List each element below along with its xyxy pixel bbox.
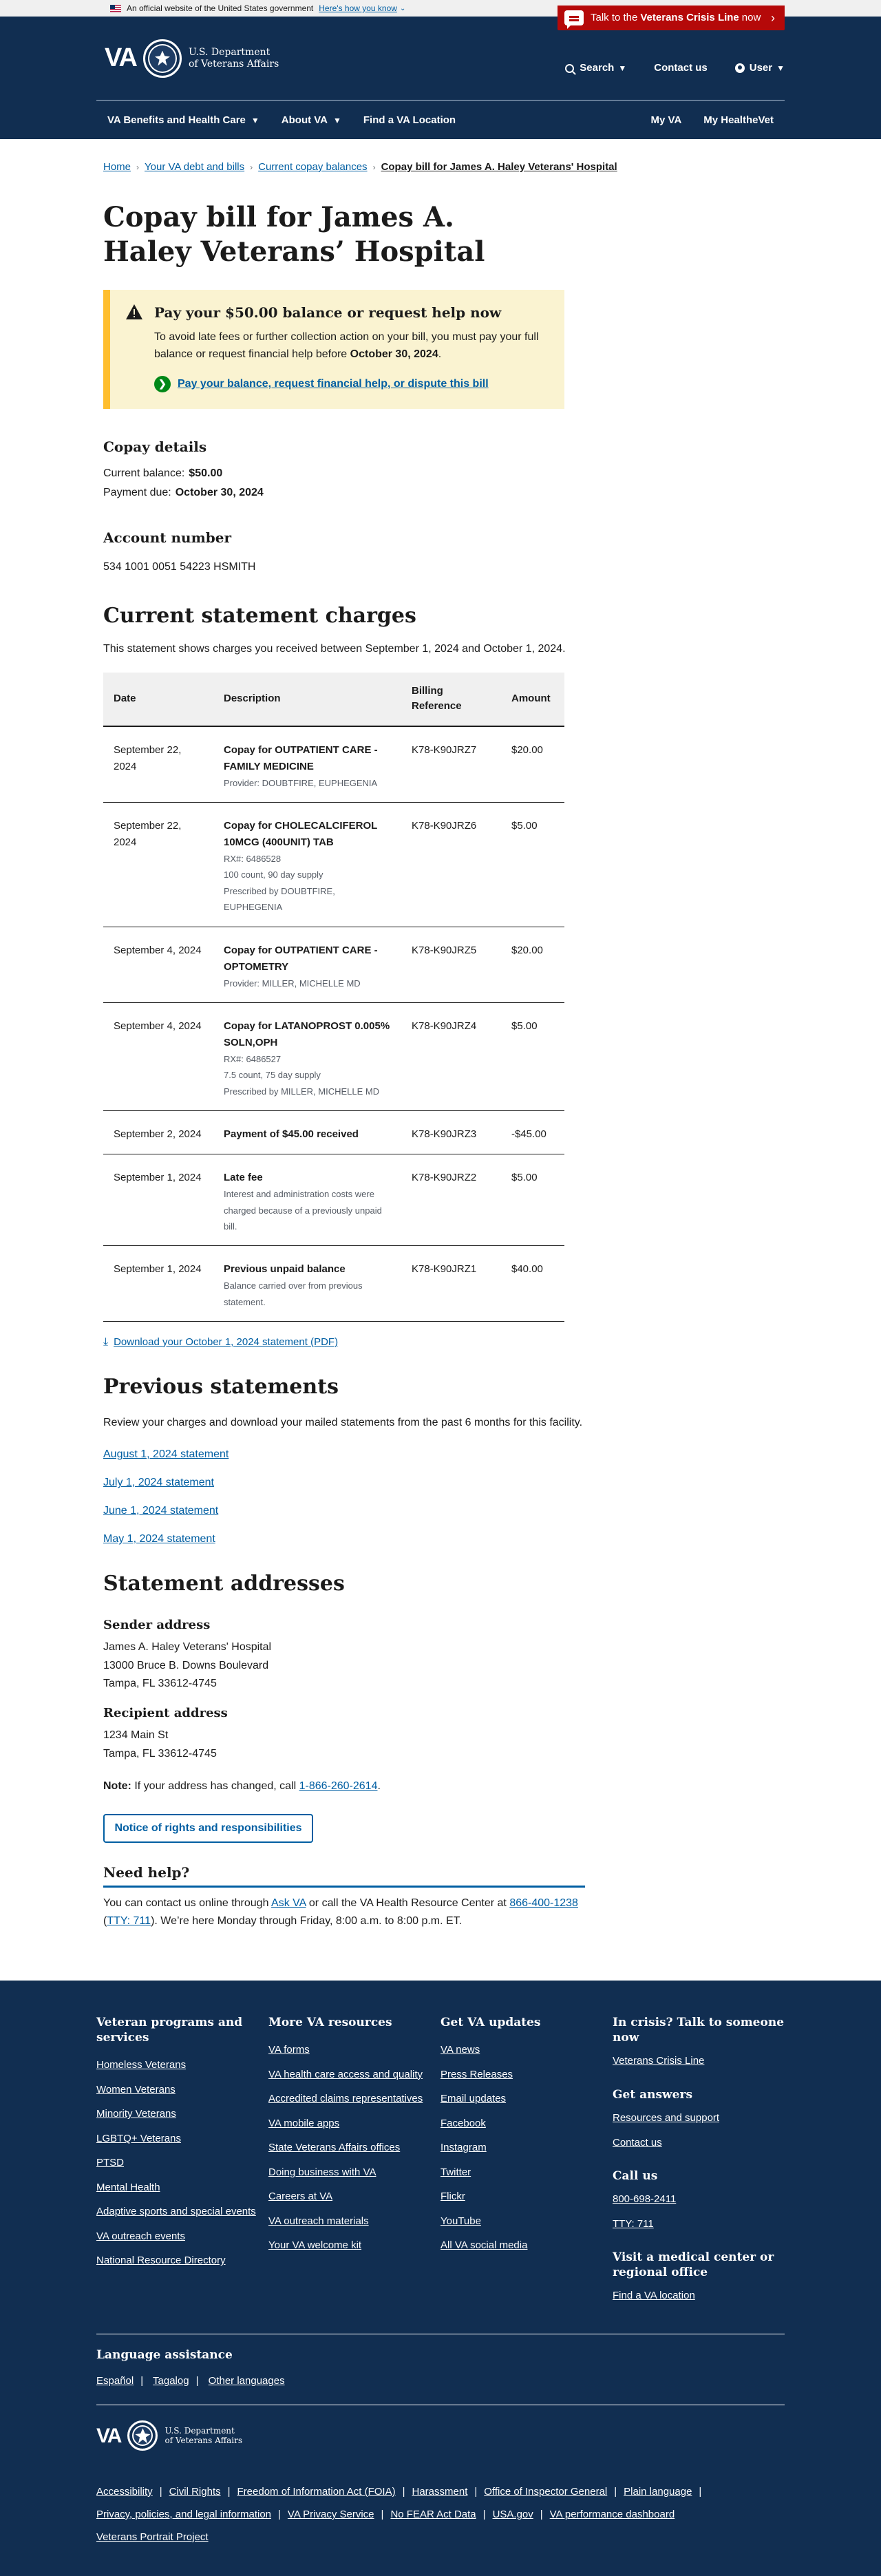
footer-bottom-link[interactable]: VA performance dashboard	[549, 2508, 675, 2520]
language-links: Español | Tagalog | Other languages	[96, 2375, 285, 2387]
nav-benefits[interactable]	[96, 113, 270, 129]
footer-col-updates	[440, 2015, 613, 2313]
col-description: Description	[213, 673, 401, 726]
gov-banner-text: An official website of the United States government	[127, 3, 314, 13]
charges-table	[103, 673, 564, 1322]
footer-link[interactable]: National Resource Directory	[96, 2255, 226, 2267]
table-row	[103, 1111, 564, 1154]
alert-period: .	[438, 348, 442, 361]
footer-bottom-link[interactable]: Office of Inspector General	[484, 2485, 608, 2498]
note-end: .	[377, 1780, 381, 1793]
footer-link[interactable]: Adaptive sports and special events	[96, 2206, 256, 2218]
footer-link[interactable]: Email updates	[440, 2093, 507, 2105]
footer-bottom-link[interactable]: Civil Rights	[169, 2485, 221, 2498]
warning-alert	[103, 290, 564, 409]
charge-title: Previous unpaid balance	[224, 1263, 346, 1276]
need-help	[103, 1862, 585, 1930]
footer-heading: In crisis? Talk to someone now	[613, 2016, 785, 2045]
footer-bottom-link[interactable]: Plain language	[624, 2485, 692, 2498]
footer-link[interactable]: All VA social media	[440, 2239, 528, 2252]
charge-amount: $20.00	[501, 726, 564, 803]
download-statement-link[interactable]: Download your October 1, 2024 statement (PDF)	[114, 1335, 339, 1348]
footer-bottom-link[interactable]: VA Privacy Service	[287, 2508, 374, 2520]
footer-link[interactable]: Resources and support	[613, 2112, 720, 2124]
footer-link[interactable]: Mental Health	[96, 2181, 160, 2193]
charge-amount: -$45.00	[501, 1111, 564, 1154]
need-help-heading: Need help?	[103, 1862, 585, 1888]
alert-date: October 30, 2024	[350, 348, 438, 361]
charge-description	[213, 1246, 401, 1322]
search-label: Search	[580, 62, 615, 74]
copay-details	[103, 464, 881, 503]
nav-about-va[interactable]	[270, 113, 352, 129]
footer-col-programs	[96, 2015, 268, 2313]
footer-bottom-link[interactable]: USA.gov	[492, 2508, 533, 2520]
heres-how-you-know-link[interactable]: Here's how you know	[319, 3, 397, 13]
breadcrumb-debt-bills[interactable]: Your VA debt and bills	[145, 161, 245, 173]
page-title: Copay bill for James A. Haley Veterans’ Hospital	[103, 200, 485, 268]
charge-detail: Interest and administration costs were charged because of a previously unpaid bill.	[224, 1189, 382, 1232]
footer-col-resources	[268, 2015, 440, 2313]
crisis-pre: Talk to the	[591, 11, 638, 23]
address-line: James A. Haley Veterans' Hospital	[103, 1641, 272, 1654]
arrow-right-circle-icon: ❯	[154, 376, 171, 392]
table-row	[103, 1003, 564, 1111]
charge-title: Copay for CHOLECALCIFEROL 10MCG (400UNIT) TAB	[224, 820, 378, 849]
charge-detail: 7.5 count, 75 day supply	[224, 1070, 321, 1081]
alert-body-text: To avoid late fees or further collection action on your bill, you must pay your full balance or request financial help before	[154, 330, 539, 361]
language-assistance	[96, 2347, 785, 2389]
footer-link[interactable]: Homeless Veterans	[96, 2059, 187, 2071]
footer-link[interactable]: PTSD	[96, 2157, 125, 2169]
footer-link[interactable]: Accredited claims representatives	[268, 2093, 423, 2105]
footer-link[interactable]: Flickr	[440, 2190, 465, 2203]
charge-reference: K78-K90JRZ1	[401, 1246, 501, 1322]
charge-description	[213, 726, 401, 803]
breadcrumb-current: Copay bill for James A. Haley Veterans' Hospital	[381, 161, 617, 173]
footer-link[interactable]: Instagram	[440, 2142, 487, 2154]
footer-heading: More VA resources	[268, 2016, 392, 2030]
alert-heading: Pay your $50.00 balance or request help now	[154, 304, 502, 321]
col-billing-reference: Billing Reference	[401, 673, 501, 726]
dept-line-1: U.S. Department	[188, 46, 270, 58]
va-wordmark: VA	[96, 2424, 121, 2447]
charge-date: September 4, 2024	[103, 927, 213, 1002]
contact-us-link[interactable]: Contact us	[654, 62, 708, 74]
breadcrumb-copay-balances[interactable]: Current copay balances	[258, 161, 368, 173]
nav-about-label: About VA	[281, 114, 328, 126]
tty-link[interactable]: TTY: 711	[107, 1914, 151, 1927]
chevron-down-icon: ▼	[776, 63, 785, 74]
payment-due-row	[103, 483, 881, 503]
charge-description	[213, 1111, 401, 1154]
charge-detail: Prescribed by MILLER, MICHELLE MD	[224, 1086, 380, 1097]
footer-link[interactable]: Minority Veterans	[96, 2108, 176, 2120]
nav-benefits-label: VA Benefits and Health Care	[107, 114, 246, 126]
footer-heading: Get answers	[613, 2087, 693, 2102]
col-amount: Amount	[501, 673, 564, 726]
charge-detail: RX#: 6486527	[224, 1054, 282, 1065]
footer-tty-link[interactable]: TTY: 711	[613, 2217, 654, 2230]
charge-reference: K78-K90JRZ3	[401, 1111, 501, 1154]
footer-crisis-link[interactable]: Veterans Crisis Line	[613, 2055, 705, 2067]
help-text-2: or call the VA Health Resource Center at	[308, 1897, 507, 1910]
dept-name	[164, 2426, 242, 2446]
dept-name	[189, 47, 279, 70]
chevron-right-icon: ›	[136, 162, 140, 173]
sender-address	[103, 1638, 881, 1693]
help-text-3: . We’re here Monday through Friday, 8:00 a.m. to 8:00 p.m. ET.	[154, 1914, 463, 1927]
gov-banner	[0, 0, 881, 25]
footer-columns	[96, 2015, 785, 2313]
main-content	[0, 160, 881, 1930]
nav-my-healthevet[interactable]: My HealtheVet	[703, 114, 774, 126]
statement-link[interactable]: July 1, 2024 statement	[103, 1477, 214, 1489]
footer-link[interactable]: Contact us	[613, 2136, 662, 2149]
footer-link[interactable]: Your VA welcome kit	[268, 2239, 362, 2252]
charge-reference: K78-K90JRZ4	[401, 1003, 501, 1111]
footer-link[interactable]: Women Veterans	[96, 2083, 176, 2095]
footer-link[interactable]: VA forms	[268, 2044, 310, 2056]
need-help-text: You can contact us online through Ask VA or call the VA Health Resource Center at 866-400-1238 (TTY: 711). We’re here Monday through Friday, 8:00 a.m. to 8:00 p.m. ET.	[103, 1897, 578, 1927]
footer-link[interactable]: Twitter	[440, 2166, 471, 2178]
statement-link[interactable]: May 1, 2024 statement	[103, 1533, 215, 1545]
charge-reference: K78-K90JRZ6	[401, 803, 501, 927]
ask-va-link[interactable]: Ask VA	[271, 1897, 306, 1910]
breadcrumb-home[interactable]: Home	[103, 161, 131, 173]
charge-detail: 100 count, 90 day supply	[224, 869, 323, 880]
chevron-down-icon: ▼	[333, 116, 341, 125]
account-number: 534 1001 0051 54223 HSMITH	[103, 560, 256, 573]
va-seal-icon	[143, 39, 182, 78]
charge-date: September 22, 2024	[103, 726, 213, 803]
download-icon: ⤓	[103, 1336, 109, 1349]
footer-link[interactable]: VA health care access and quality	[268, 2068, 423, 2080]
balance-value: $50.00	[189, 467, 223, 479]
site-footer	[0, 1981, 881, 2576]
dept-line-2: of Veterans Affairs	[188, 58, 279, 70]
charge-title: Late fee	[224, 1172, 263, 1184]
address-note	[103, 1778, 881, 1795]
charge-detail: Prescribed by DOUBTFIRE, EUPHEGENIA	[224, 885, 335, 913]
chevron-right-icon: ›	[250, 162, 253, 173]
health-resource-phone-link[interactable]: 866-400-1238	[509, 1897, 578, 1910]
footer-link[interactable]: VA outreach events	[96, 2230, 185, 2242]
nav-find-location[interactable]: Find a VA Location	[363, 114, 456, 126]
current-balance-row	[103, 464, 881, 483]
va-logo[interactable]	[105, 39, 279, 78]
charge-detail: Balance carried over from previous statement.	[224, 1280, 363, 1307]
footer-heading: Visit a medical center or regional office	[613, 2250, 774, 2280]
footer-heading: Veteran programs and services	[96, 2016, 243, 2045]
due-value: October 30, 2024	[175, 486, 264, 498]
table-row	[103, 726, 564, 803]
statement-link[interactable]: June 1, 2024 statement	[103, 1505, 219, 1517]
address-phone-link[interactable]: 1-866-260-2614	[299, 1780, 378, 1793]
footer-col-help	[613, 2015, 785, 2313]
charge-date: September 22, 2024	[103, 803, 213, 927]
charge-description	[213, 803, 401, 927]
footer-link[interactable]: Careers at VA	[268, 2190, 333, 2203]
charge-description	[213, 927, 401, 1002]
footer-link[interactable]: Facebook	[440, 2117, 486, 2129]
statement-link[interactable]: August 1, 2024 statement	[103, 1448, 229, 1461]
site-header	[0, 17, 881, 139]
charge-title: Copay for OUTPATIENT CARE - FAMILY MEDICINE	[224, 743, 378, 772]
us-flag-icon	[110, 5, 121, 12]
charge-detail: Provider: DOUBTFIRE, EUPHEGENIA	[224, 777, 378, 788]
recipient-address	[103, 1727, 881, 1763]
search-icon	[565, 64, 574, 73]
footer-link[interactable]: YouTube	[440, 2215, 481, 2227]
statement-addresses-heading: Statement addresses	[103, 1572, 345, 1596]
chevron-right-icon: ›	[771, 10, 775, 25]
va-seal-icon	[127, 2420, 158, 2451]
table-row	[103, 1246, 564, 1322]
footer-heading: Call us	[613, 2169, 658, 2184]
footer-heading: Get VA updates	[440, 2016, 541, 2030]
footer-link[interactable]: VA outreach materials	[268, 2215, 369, 2227]
charges-heading: Current statement charges	[103, 603, 416, 628]
download-statement	[103, 1334, 881, 1351]
address-line: Tampa, FL 33612-4745	[103, 1747, 217, 1760]
charge-date: September 2, 2024	[103, 1111, 213, 1154]
copay-details-heading: Copay details	[103, 438, 207, 455]
help-text-1: You can contact us online through	[103, 1897, 269, 1910]
footer-link[interactable]: LGBTQ+ Veterans	[96, 2132, 181, 2144]
footer-bottom-link[interactable]: Accessibility	[96, 2485, 153, 2498]
search-button[interactable]	[565, 61, 626, 76]
user-menu-button[interactable]	[735, 61, 785, 76]
charge-date: September 4, 2024	[103, 1003, 213, 1111]
warning-icon	[125, 304, 143, 320]
footer-phone-link[interactable]: 800-698-2411	[613, 2193, 677, 2206]
lang-other-link[interactable]: Other languages	[208, 2375, 285, 2387]
charge-date: September 1, 2024	[103, 1246, 213, 1322]
charge-amount: $5.00	[501, 803, 564, 927]
previous-statements-list	[103, 1446, 881, 1548]
footer-link[interactable]: VA news	[440, 2044, 480, 2056]
footer-bottom-link[interactable]: Harassment	[412, 2485, 468, 2498]
charge-amount: $5.00	[501, 1154, 564, 1246]
balance-label: Current balance:	[103, 467, 185, 479]
table-header-row	[103, 673, 564, 726]
footer-bottom-link[interactable]: No FEAR Act Data	[390, 2508, 476, 2520]
va-wordmark: VA	[105, 43, 136, 72]
sender-address-heading: Sender address	[103, 1618, 211, 1633]
address-line: Tampa, FL 33612-4745	[103, 1677, 217, 1689]
footer-bottom-link[interactable]: Freedom of Information Act (FOIA)	[237, 2485, 396, 2498]
lang-spanish-link[interactable]: Español	[96, 2375, 134, 2387]
footer-find-location-link[interactable]: Find a VA location	[613, 2290, 695, 2302]
table-row	[103, 1154, 564, 1246]
table-row	[103, 927, 564, 1002]
charge-detail: Provider: MILLER, MICHELLE MD	[224, 978, 361, 989]
table-row	[103, 803, 564, 927]
alert-body	[127, 328, 548, 363]
pay-balance-link[interactable]: Pay your balance, request financial help, or dispute this bill	[178, 377, 489, 390]
charge-detail: RX#: 6486528	[224, 854, 282, 865]
footer-link[interactable]: Doing business with VA	[268, 2166, 376, 2178]
footer-link[interactable]: VA mobile apps	[268, 2117, 340, 2129]
chevron-down-icon: ⌄	[399, 4, 406, 12]
charge-title: Copay for LATANOPROST 0.005% SOLN,OPH	[224, 1020, 390, 1049]
crisis-bold: Veterans Crisis Line	[640, 11, 739, 23]
chevron-down-icon: ▼	[618, 63, 627, 74]
previous-statements-heading: Previous statements	[103, 1375, 339, 1400]
main-nav	[96, 102, 785, 139]
footer-bottom-links: Accessibility | Civil Rights | Freedom of Information Act (FOIA) | Harassment | Office of Inspector General | Plain language | Privacy, policies, and legal information | VA Privacy Service | No FEAR Act Data | USA.gov | VA performance dashboard Veterans Portrait Project	[96, 2485, 702, 2543]
chevron-down-icon: ▼	[251, 116, 259, 125]
charge-reference: K78-K90JRZ2	[401, 1154, 501, 1246]
footer-bottom-link[interactable]: Privacy, policies, and legal information	[96, 2508, 272, 2520]
header-divider	[96, 100, 785, 101]
footer-bottom-link[interactable]: Veterans Portrait Project	[96, 2531, 209, 2543]
user-label: User	[749, 62, 773, 74]
language-heading: Language assistance	[96, 2347, 233, 2362]
chat-bubble-icon	[564, 10, 584, 25]
lang-tagalog-link[interactable]: Tagalog	[153, 2375, 189, 2387]
nav-my-va[interactable]: My VA	[650, 114, 682, 126]
crisis-post: now	[741, 11, 761, 23]
breadcrumb	[103, 160, 881, 176]
footer-va-logo[interactable]	[96, 2420, 785, 2451]
crisis-line-button[interactable]	[558, 6, 785, 30]
alert-action	[127, 376, 548, 392]
charge-description	[213, 1154, 401, 1246]
recipient-address-heading: Recipient address	[103, 1706, 228, 1721]
footer-link[interactable]: Press Releases	[440, 2068, 513, 2080]
account-number-heading: Account number	[103, 529, 231, 546]
charge-title: Copay for OUTPATIENT CARE - OPTOMETRY	[224, 944, 378, 973]
rights-responsibilities-button[interactable]: Notice of rights and responsibilities	[103, 1814, 313, 1843]
footer-link[interactable]: State Veterans Affairs offices	[268, 2142, 401, 2154]
col-date: Date	[103, 673, 213, 726]
charge-reference: K78-K90JRZ5	[401, 927, 501, 1002]
charges-intro: This statement shows charges you received between September 1, 2024 and October 1, 2024.	[103, 642, 566, 655]
charge-title: Payment of $45.00 received	[224, 1128, 359, 1141]
charge-description	[213, 1003, 401, 1111]
user-icon	[735, 63, 745, 73]
charge-amount: $5.00	[501, 1003, 564, 1111]
due-label: Payment due:	[103, 486, 171, 498]
charge-amount: $40.00	[501, 1246, 564, 1322]
dept-line-1: U.S. Department	[164, 2425, 235, 2436]
address-line: 1234 Main St	[103, 1729, 169, 1742]
address-line: 13000 Bruce B. Downs Boulevard	[103, 1659, 269, 1671]
dept-line-2: of Veterans Affairs	[164, 2436, 242, 2446]
header-utilities	[538, 61, 785, 76]
note-label: Note:	[103, 1780, 131, 1793]
charge-amount: $20.00	[501, 927, 564, 1002]
chevron-right-icon: ›	[372, 162, 376, 173]
note-text: If your address has changed, call	[134, 1780, 297, 1793]
previous-intro: Review your charges and download your mailed statements from the past 6 months for this facility.	[103, 1417, 583, 1429]
charge-date: September 1, 2024	[103, 1154, 213, 1246]
charge-reference: K78-K90JRZ7	[401, 726, 501, 803]
